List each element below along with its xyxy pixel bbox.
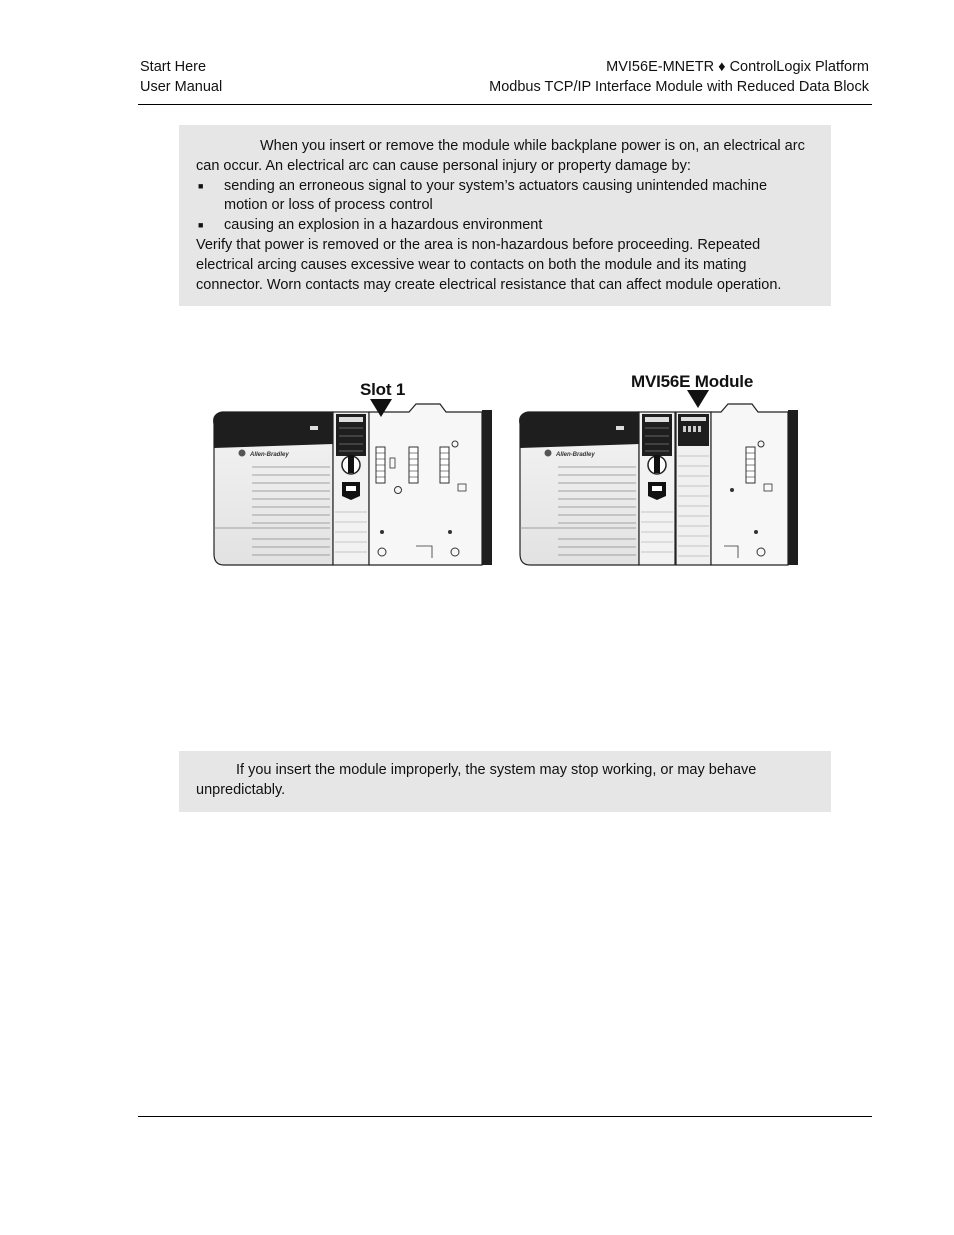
chassis-illustration bbox=[200, 362, 810, 576]
warning-intro-line1: When you insert or remove the module while backplane power is on, an electrical arc bbox=[260, 138, 805, 154]
header-left bbox=[140, 57, 222, 97]
caution-line1: If you insert the module improperly, the system may stop working, or may behave bbox=[236, 762, 757, 778]
left-chassis bbox=[214, 399, 492, 565]
footer-divider bbox=[138, 1116, 872, 1117]
caution-line2: unpredictably. bbox=[196, 781, 286, 798]
right-chassis bbox=[520, 390, 798, 565]
warning-bullet-list bbox=[196, 177, 809, 236]
header-section-title: Start Here bbox=[140, 59, 207, 75]
slot-1-callout: Slot 1 bbox=[360, 380, 406, 399]
list-item: ■ sending an erroneous signal to your system’s actuators causing unintended machine motion or loss of process control bbox=[198, 177, 768, 214]
header-divider bbox=[138, 104, 872, 105]
warning-intro-line2: can occur. An electrical arc can cause personal injury or property damage by: bbox=[196, 157, 691, 174]
list-item: ■ causing an explosion in a hazardous environment bbox=[196, 216, 809, 236]
bullet-icon: ■ bbox=[198, 180, 204, 191]
warning-closing-text: Verify that power is removed or the area is non-hazardous before proceeding. Repeated electrical arcing causes excessive wear to contacts on both the module and its mating connector. Worn contacts may create electrical resistance that can affect module operation. bbox=[196, 236, 782, 293]
left-brand-label: Allen-Bradley bbox=[250, 452, 289, 458]
mvi56e-module-callout: MVI56E Module bbox=[631, 372, 754, 391]
header-doc-type: User Manual bbox=[140, 79, 223, 95]
bullet-icon: ■ bbox=[198, 220, 204, 231]
header-product-description: Modbus TCP/IP Interface Module with Reduced Data Block bbox=[489, 79, 869, 95]
header-right bbox=[489, 57, 869, 97]
header-product: MVI56E-MNETR ♦ ControlLogix Platform bbox=[606, 59, 869, 75]
warning-note bbox=[179, 125, 831, 306]
right-brand-label: Allen-Bradley bbox=[556, 452, 595, 458]
caution-note bbox=[179, 751, 831, 812]
module-installation-figure bbox=[200, 362, 810, 576]
